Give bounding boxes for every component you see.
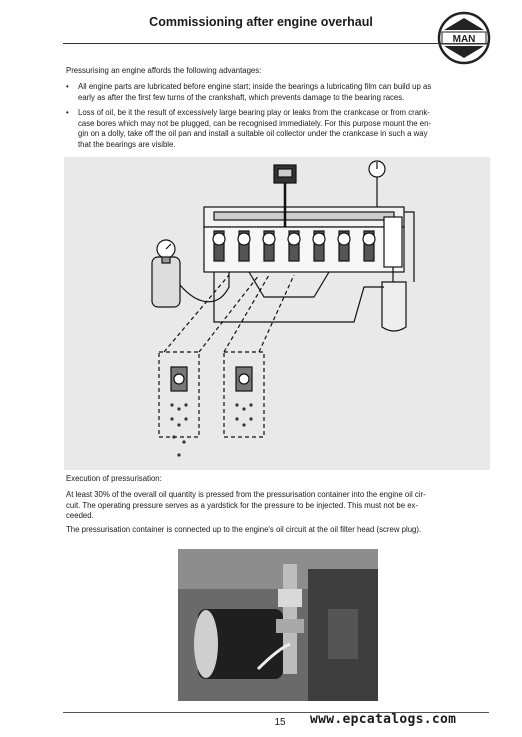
photo-drawing	[178, 549, 378, 701]
engine-pressurisation-diagram	[64, 157, 490, 470]
man-logo-icon	[436, 10, 492, 66]
page-number: 15	[274, 717, 286, 728]
logo-text: MAN	[452, 34, 476, 45]
header-divider	[63, 43, 489, 44]
pressurisation-paragraph: At least 30% of the overall oil quantity is pressed from the pressurisation container into the engine oil cir- cuit. The operating pressure serves as a yardstick for the pressure to be injected. This must not be ex- ceeded.	[66, 490, 426, 521]
page-title: Commissioning after engine overhaul	[149, 15, 373, 29]
oil-filter-head-photo	[178, 549, 378, 701]
bullet-marker: •	[66, 82, 69, 91]
connection-paragraph: The pressurisation container is connected up to the engine's oil circuit at the oil filter head (screw plug).	[66, 525, 422, 534]
intro-text: Pressurising an engine affords the following advantages:	[66, 66, 262, 75]
engine-diagram-drawing	[64, 157, 490, 470]
bullet-marker: •	[66, 108, 69, 117]
bullet-item-2: Loss of oil, be it the result of excessively large bearing play or leaks from the crankcase or from crank- case bores which may not be plugged, can be recognised immediately. For this purpose mount the en- gin on a dolly, take off the oil pan and install a suitable oil collector under the crankcase in such a way that the bearings are visible.	[78, 108, 432, 149]
section-heading: Execution of pressurisation:	[66, 474, 162, 483]
watermark-text: www.epcatalogs.com	[310, 712, 457, 727]
bullet-item-1: All engine parts are lubricated before engine start; inside the bearings a lubricating film can build up as early as after the first few turns of the crankshaft, which prevents damage to the bearing races.	[78, 82, 432, 102]
